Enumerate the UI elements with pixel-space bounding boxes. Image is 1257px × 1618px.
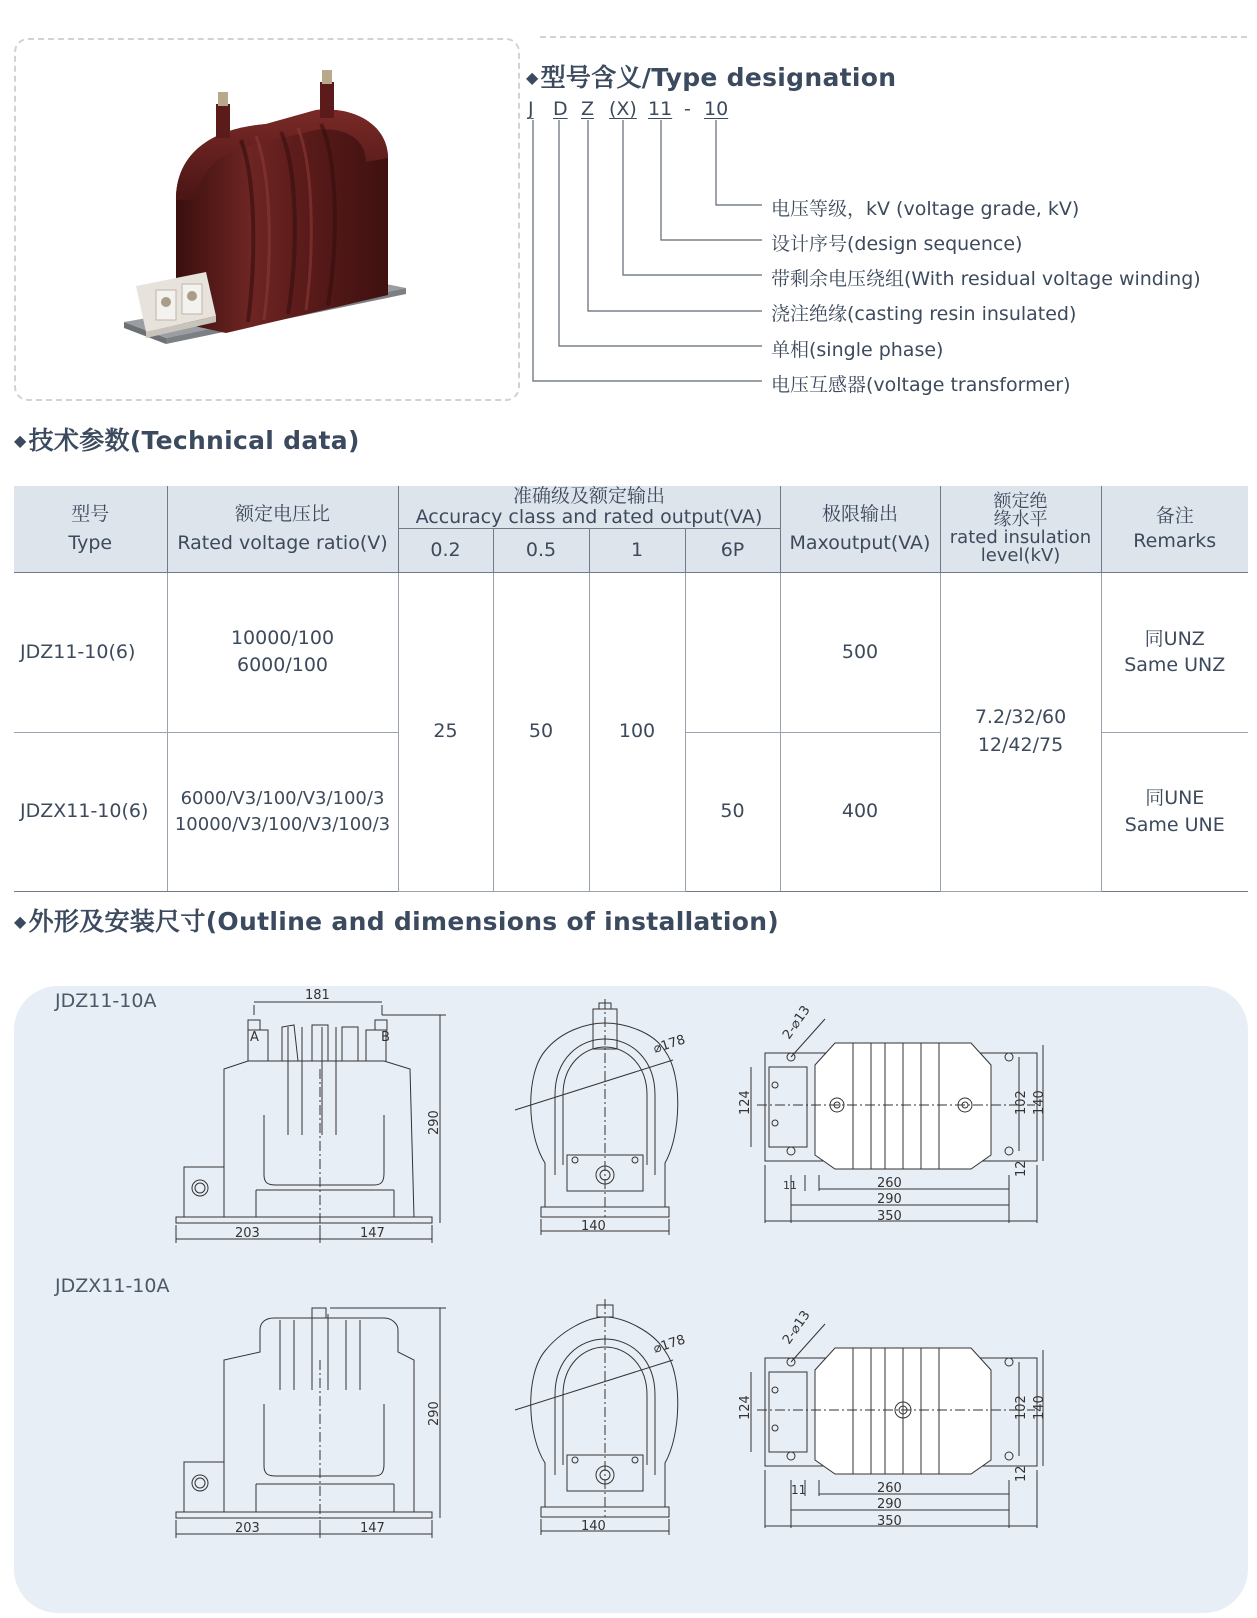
table-row	[14, 572, 1248, 732]
cell-ratio: 10000/100 6000/100	[167, 572, 398, 732]
dim-plan-290-2: 290	[877, 1497, 902, 1512]
side-view-drawing-2	[505, 1295, 705, 1540]
legend-residual-winding: 带剩余电压绕组(With residual voltage winding)	[771, 268, 1201, 290]
cell-class-6p-empty	[685, 572, 780, 732]
front-view-drawing-1	[170, 985, 460, 1250]
top-dashed-rule	[540, 36, 1247, 38]
dim-plan-holes-2: 2-⌀13	[779, 1308, 814, 1348]
cell-max-output: 400	[780, 732, 940, 891]
technical-data-title: ◆技术参数(Technical data)	[14, 426, 360, 455]
dim-side-diameter-2: ⌀178	[651, 1332, 688, 1357]
header-class-02: 0.2	[398, 528, 493, 572]
legend-voltage-transformer: 电压互感器(voltage transformer)	[771, 374, 1071, 396]
cell-insulation: 7.2/32/60 12/42/75	[940, 572, 1101, 891]
header-accuracy: 准确级及额定输出 Accuracy class and rated output(VA)	[398, 486, 780, 528]
dim-plan-102-2: 102	[1014, 1395, 1029, 1420]
terminal-b-label: B	[381, 1030, 390, 1045]
plan-view-drawing-2	[735, 1310, 1055, 1535]
diamond-bullet-icon: ◆	[14, 912, 27, 931]
header-class-6p: 6P	[685, 528, 780, 572]
product-photo-frame	[14, 38, 520, 401]
cell-class-05-value: 50	[493, 572, 589, 891]
code-letter-j: J	[528, 98, 534, 120]
header-remarks: 备注 Remarks	[1101, 486, 1248, 572]
code-letter-d: D	[553, 98, 568, 120]
legend-single-phase: 单相(single phase)	[771, 339, 944, 361]
cell-class-1-value: 100	[589, 572, 685, 891]
header-max-output: 极限输出 Maxoutput(VA)	[780, 486, 940, 572]
dim-base-right: 147	[360, 1226, 385, 1241]
dim-plan-260: 260	[877, 1176, 902, 1191]
technical-data-table	[14, 486, 1248, 892]
legend-casting-resin: 浇注绝缘(casting resin insulated)	[771, 303, 1077, 325]
cell-type: JDZX11-10(6)	[14, 732, 167, 891]
plan-view-drawing-1	[735, 1005, 1055, 1230]
designation-leader-lines	[520, 118, 770, 393]
header-class-1: 1	[589, 528, 685, 572]
dim-plan-12: 12	[1014, 1160, 1029, 1177]
dim-front-height-2: 290	[427, 1401, 442, 1426]
cell-max-output: 500	[780, 572, 940, 732]
code-letter-x: (X)	[609, 98, 637, 120]
code-letter-z: Z	[581, 98, 595, 120]
cell-ratio: 6000/V3/100/V3/100/3 10000/V3/100/V3/100/3	[167, 732, 398, 891]
dim-plan-260-2: 260	[877, 1481, 902, 1496]
dim-plan-140: 140	[1032, 1090, 1047, 1115]
dim-base-left: 203	[235, 1226, 260, 1241]
cell-type: JDZ11-10(6)	[14, 572, 167, 732]
side-view-drawing-1	[505, 995, 705, 1240]
dim-plan-290: 290	[877, 1192, 902, 1207]
code-number-11: 11	[648, 98, 673, 120]
cell-remarks: 同UNZ Same UNZ	[1101, 572, 1248, 732]
outline-title: ◆外形及安装尺寸(Outline and dimensions of installation)	[14, 907, 780, 936]
dim-plan-11: 11	[783, 1179, 797, 1192]
cell-class-02-value: 25	[398, 572, 493, 891]
legend-voltage-grade: 电压等级，kV (voltage grade, kV)	[771, 198, 1080, 220]
cell-class-6p-value: 50	[685, 732, 780, 891]
type-designation-title: ◆型号含义/Type designation	[526, 63, 897, 92]
dim-side-diameter: ⌀178	[651, 1032, 688, 1057]
dim-plan-12-2: 12	[1014, 1465, 1029, 1482]
dim-plan-350-2: 350	[877, 1514, 902, 1529]
legend-design-sequence: 设计序号(design sequence)	[771, 233, 1023, 255]
cell-remarks: 同UNE Same UNE	[1101, 732, 1248, 891]
dim-plan-124-2: 124	[738, 1395, 753, 1420]
dim-plan-350: 350	[877, 1209, 902, 1224]
dim-plan-124: 124	[738, 1090, 753, 1115]
dim-plan-140-2: 140	[1032, 1395, 1047, 1420]
header-type: 型号 Type	[14, 486, 167, 572]
model-label-jdz: JDZ11-10A	[55, 990, 157, 1012]
diamond-bullet-icon: ◆	[14, 431, 27, 450]
dim-front-height: 290	[427, 1110, 442, 1135]
code-number-10: 10	[704, 98, 729, 120]
header-ratio: 额定电压比 Rated voltage ratio(V)	[167, 486, 398, 572]
model-label-jdzx: JDZX11-10A	[55, 1275, 170, 1297]
header-insulation: 额定绝 缘水平 rated insulation level(kV)	[940, 486, 1101, 572]
dim-base-left-2: 203	[235, 1521, 260, 1536]
dim-plan-11-2: 11	[791, 1483, 807, 1497]
terminal-a-label: A	[250, 1030, 259, 1045]
dim-plan-holes: 2-⌀13	[779, 1003, 814, 1043]
dim-plan-102: 102	[1014, 1090, 1029, 1115]
front-view-drawing-2	[170, 1300, 460, 1545]
dim-side-base-2: 140	[581, 1519, 606, 1534]
dim-base-right-2: 147	[360, 1521, 385, 1536]
dim-front-width: 181	[305, 988, 330, 1003]
dim-side-base: 140	[581, 1219, 606, 1234]
diamond-bullet-icon: ◆	[526, 68, 539, 87]
transformer-photo	[16, 40, 522, 403]
code-dash: -	[684, 98, 691, 120]
header-class-05: 0.5	[493, 528, 589, 572]
